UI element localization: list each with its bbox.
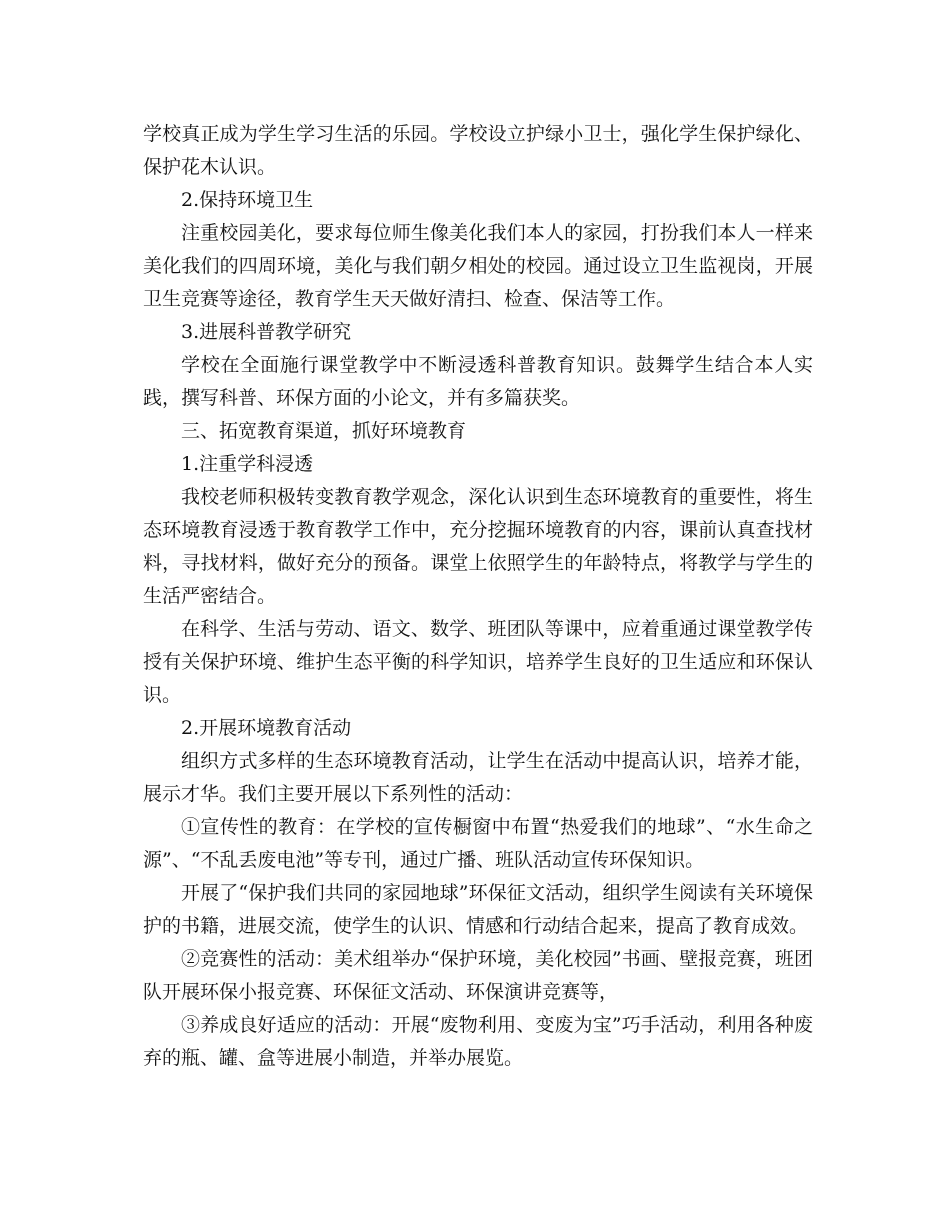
paragraph: 学校真正成为学生学习生活的乐园。学校设立护绿小卫士，强化学生保护绿化、保护花木认识。 [143, 123, 813, 178]
paragraph: 开展了“保护我们共同的家园地球”环保征文活动，组织学生阅读有关环境保护的书籍，进展交流，使学生的认识、情感和行动结合起来，提高了教育成效。 [143, 882, 813, 937]
paragraph: 注重校园美化，要求每位师生像美化我们本人的家园，打扮我们本人一样来美化我们的四周环境，美化与我们朝夕相处的校园。通过设立卫生监视岗，开展卫生竞赛等途径，教育学生天天做好清扫、检查、保洁等工作。 [143, 222, 813, 310]
document-body [143, 118, 813, 1075]
section-heading: 三、拓宽教育渠道，抓好环境教育 [181, 420, 467, 442]
paragraph: 在科学、生活与劳动、语文、数学、班团队等课中，应着重通过课堂教学传授有关保护环境、维护生态平衡的科学知识，培养学生良好的卫生适应和环保认识。 [143, 618, 813, 706]
paragraph: ①宣传性的教育：在学校的宣传橱窗中布置“热爱我们的地球”、“水生命之源”、“不乱丢废电池”等专刊，通过广播、班队活动宣传环保知识。 [143, 816, 813, 871]
paragraph: ②竞赛性的活动：美术组举办“保护环境，美化校园”书画、壁报竞赛，班团队开展环保小报竞赛、环保征文活动、环保演讲竞赛等， [143, 948, 813, 1003]
paragraph: 我校老师积极转变教育教学观念，深化认识到生态环境教育的重要性，将生态环境教育浸透于教育教学工作中，充分挖掘环境教育的内容，课前认真查找材料，寻找材料，做好充分的预备。课堂上依照学生的年龄特点，将教学与学生的生活严密结合。 [143, 486, 813, 607]
section-heading: 2.保持环境卫生 [181, 189, 314, 211]
paragraph: ③养成良好适应的活动：开展“废物利用、变废为宝”巧手活动，利用各种废弃的瓶、罐、盒等进展小制造，并举办展览。 [143, 1014, 813, 1069]
paragraph: 学校在全面施行课堂教学中不断浸透科普教育知识。鼓舞学生结合本人实践，撰写科普、环保方面的小论文，并有多篇获奖。 [143, 354, 813, 409]
paragraph: 组织方式多样的生态环境教育活动，让学生在活动中提高认识，培养才能，展示才华。我们主要开展以下系列性的活动： [143, 750, 813, 805]
section-heading: 2.开展环境教育活动 [181, 717, 352, 739]
section-heading: 3.进展科普教学研究 [181, 321, 352, 343]
section-heading: 1.注重学科浸透 [181, 453, 314, 475]
